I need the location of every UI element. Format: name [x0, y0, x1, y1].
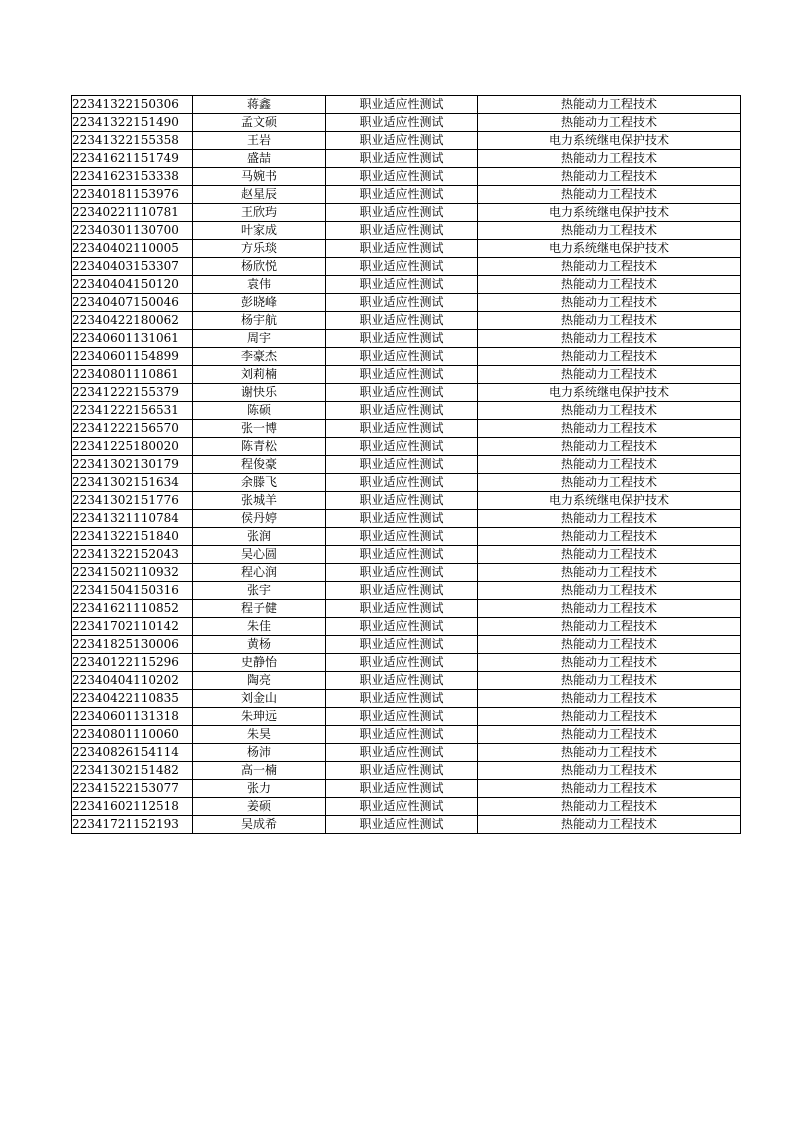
candidate-id-cell: 22341621151749 [72, 150, 193, 168]
candidate-id-cell: 22341721152193 [72, 816, 193, 834]
table-row [72, 600, 741, 618]
student-name-cell: 袁伟 [193, 276, 326, 294]
major-cell: 热能动力工程技术 [478, 654, 741, 672]
student-name-cell: 王岩 [193, 132, 326, 150]
exam-type-cell: 职业适应性测试 [326, 798, 478, 816]
exam-type-cell: 职业适应性测试 [326, 600, 478, 618]
candidate-id-cell: 22341222156570 [72, 420, 193, 438]
exam-type-cell: 职业适应性测试 [326, 564, 478, 582]
candidate-id-cell: 22340801110060 [72, 726, 193, 744]
major-cell: 热能动力工程技术 [478, 330, 741, 348]
major-cell: 热能动力工程技术 [478, 636, 741, 654]
major-cell: 热能动力工程技术 [478, 510, 741, 528]
exam-type-cell: 职业适应性测试 [326, 330, 478, 348]
exam-type-cell: 职业适应性测试 [326, 690, 478, 708]
major-cell: 热能动力工程技术 [478, 600, 741, 618]
table-row [72, 96, 741, 114]
exam-type-cell: 职业适应性测试 [326, 150, 478, 168]
student-name-cell: 张润 [193, 528, 326, 546]
candidate-id-cell: 22341322152043 [72, 546, 193, 564]
student-name-cell: 陈青松 [193, 438, 326, 456]
student-name-cell: 王欣玙 [193, 204, 326, 222]
major-cell: 热能动力工程技术 [478, 798, 741, 816]
major-cell: 热能动力工程技术 [478, 348, 741, 366]
candidate-id-cell: 22341302151776 [72, 492, 193, 510]
student-name-cell: 吴心圆 [193, 546, 326, 564]
major-cell: 热能动力工程技术 [478, 672, 741, 690]
table-row [72, 816, 741, 834]
candidate-id-cell: 22341222156531 [72, 402, 193, 420]
table-row [72, 618, 741, 636]
major-cell: 热能动力工程技术 [478, 114, 741, 132]
exam-type-cell: 职业适应性测试 [326, 528, 478, 546]
table-row [72, 240, 741, 258]
major-cell: 热能动力工程技术 [478, 186, 741, 204]
candidate-id-cell: 22341222155379 [72, 384, 193, 402]
table-row [72, 312, 741, 330]
exam-type-cell: 职业适应性测试 [326, 816, 478, 834]
exam-type-cell: 职业适应性测试 [326, 222, 478, 240]
major-cell: 电力系统继电保护技术 [478, 384, 741, 402]
major-cell: 热能动力工程技术 [478, 312, 741, 330]
student-name-cell: 朱珅远 [193, 708, 326, 726]
exam-type-cell: 职业适应性测试 [326, 546, 478, 564]
exam-type-cell: 职业适应性测试 [326, 708, 478, 726]
table-row [72, 636, 741, 654]
table-row [72, 798, 741, 816]
major-cell: 热能动力工程技术 [478, 546, 741, 564]
candidate-id-cell: 22341302151482 [72, 762, 193, 780]
candidate-id-cell: 22340181153976 [72, 186, 193, 204]
table-row [72, 528, 741, 546]
candidate-id-cell: 22340402110005 [72, 240, 193, 258]
exam-type-cell: 职业适应性测试 [326, 240, 478, 258]
student-name-cell: 谢快乐 [193, 384, 326, 402]
student-name-cell: 张力 [193, 780, 326, 798]
student-name-cell: 吴成希 [193, 816, 326, 834]
student-name-cell: 杨沛 [193, 744, 326, 762]
student-name-cell: 李豪杰 [193, 348, 326, 366]
major-cell: 热能动力工程技术 [478, 582, 741, 600]
candidate-id-cell: 22340801110861 [72, 366, 193, 384]
student-name-cell: 高一楠 [193, 762, 326, 780]
student-name-cell: 张一博 [193, 420, 326, 438]
exam-type-cell: 职业适应性测试 [326, 672, 478, 690]
exam-type-cell: 职业适应性测试 [326, 618, 478, 636]
exam-type-cell: 职业适应性测试 [326, 384, 478, 402]
candidate-id-cell: 22341825130006 [72, 636, 193, 654]
major-cell: 热能动力工程技术 [478, 438, 741, 456]
major-cell: 热能动力工程技术 [478, 96, 741, 114]
candidate-id-cell: 22341322150306 [72, 96, 193, 114]
exam-type-cell: 职业适应性测试 [326, 276, 478, 294]
exam-type-cell: 职业适应性测试 [326, 726, 478, 744]
table-row [72, 348, 741, 366]
student-name-cell: 方乐琰 [193, 240, 326, 258]
candidate-id-cell: 22341502110932 [72, 564, 193, 582]
table-row [72, 366, 741, 384]
table-row [72, 546, 741, 564]
exam-type-cell: 职业适应性测试 [326, 582, 478, 600]
exam-type-cell: 职业适应性测试 [326, 762, 478, 780]
major-cell: 热能动力工程技术 [478, 474, 741, 492]
table-row [72, 258, 741, 276]
candidate-id-cell: 22340403153307 [72, 258, 193, 276]
major-cell: 热能动力工程技术 [478, 726, 741, 744]
table-row [72, 744, 741, 762]
exam-type-cell: 职业适应性测试 [326, 204, 478, 222]
major-cell: 热能动力工程技术 [478, 690, 741, 708]
major-cell: 热能动力工程技术 [478, 762, 741, 780]
exam-type-cell: 职业适应性测试 [326, 402, 478, 420]
student-name-cell: 马婉书 [193, 168, 326, 186]
student-name-cell: 姜硕 [193, 798, 326, 816]
major-cell: 热能动力工程技术 [478, 618, 741, 636]
exam-type-cell: 职业适应性测试 [326, 456, 478, 474]
exam-type-cell: 职业适应性测试 [326, 96, 478, 114]
table-row [72, 276, 741, 294]
exam-type-cell: 职业适应性测试 [326, 312, 478, 330]
student-name-cell: 刘金山 [193, 690, 326, 708]
table-row [72, 510, 741, 528]
exam-type-cell: 职业适应性测试 [326, 744, 478, 762]
major-cell: 热能动力工程技术 [478, 744, 741, 762]
student-list-table [71, 95, 741, 834]
student-name-cell: 张宇 [193, 582, 326, 600]
candidate-id-cell: 22341702110142 [72, 618, 193, 636]
exam-type-cell: 职业适应性测试 [326, 168, 478, 186]
major-cell: 热能动力工程技术 [478, 780, 741, 798]
student-name-cell: 朱佳 [193, 618, 326, 636]
candidate-id-cell: 22341225180020 [72, 438, 193, 456]
major-cell: 热能动力工程技术 [478, 258, 741, 276]
table-row [72, 402, 741, 420]
student-name-cell: 孟文硕 [193, 114, 326, 132]
exam-type-cell: 职业适应性测试 [326, 654, 478, 672]
table-row [72, 708, 741, 726]
candidate-id-cell: 22341322151490 [72, 114, 193, 132]
student-name-cell: 蒋鑫 [193, 96, 326, 114]
table-row [72, 690, 741, 708]
candidate-id-cell: 22341522153077 [72, 780, 193, 798]
exam-type-cell: 职业适应性测试 [326, 438, 478, 456]
table-row [72, 474, 741, 492]
table-row [72, 222, 741, 240]
student-name-cell: 杨欣悦 [193, 258, 326, 276]
table-body [72, 96, 741, 834]
major-cell: 热能动力工程技术 [478, 816, 741, 834]
major-cell: 热能动力工程技术 [478, 456, 741, 474]
student-name-cell: 刘莉楠 [193, 366, 326, 384]
candidate-id-cell: 22341302151634 [72, 474, 193, 492]
candidate-id-cell: 22340601131061 [72, 330, 193, 348]
major-cell: 热能动力工程技术 [478, 276, 741, 294]
major-cell: 电力系统继电保护技术 [478, 132, 741, 150]
exam-type-cell: 职业适应性测试 [326, 636, 478, 654]
student-name-cell: 余滕飞 [193, 474, 326, 492]
candidate-id-cell: 22340301130700 [72, 222, 193, 240]
table-row [72, 492, 741, 510]
exam-type-cell: 职业适应性测试 [326, 366, 478, 384]
candidate-id-cell: 22340422180062 [72, 312, 193, 330]
major-cell: 热能动力工程技术 [478, 528, 741, 546]
table-row [72, 186, 741, 204]
table-row [72, 780, 741, 798]
student-name-cell: 陈硕 [193, 402, 326, 420]
major-cell: 热能动力工程技术 [478, 294, 741, 312]
candidate-id-cell: 22340404110202 [72, 672, 193, 690]
candidate-id-cell: 22340422110835 [72, 690, 193, 708]
table-row [72, 384, 741, 402]
candidate-id-cell: 22340407150046 [72, 294, 193, 312]
table-row [72, 726, 741, 744]
table-row [72, 420, 741, 438]
major-cell: 热能动力工程技术 [478, 366, 741, 384]
major-cell: 热能动力工程技术 [478, 222, 741, 240]
student-name-cell: 程俊豪 [193, 456, 326, 474]
candidate-id-cell: 22341621110852 [72, 600, 193, 618]
table-row [72, 654, 741, 672]
student-name-cell: 史静怡 [193, 654, 326, 672]
student-name-cell: 叶家成 [193, 222, 326, 240]
exam-type-cell: 职业适应性测试 [326, 780, 478, 798]
table-row [72, 762, 741, 780]
student-name-cell: 周宇 [193, 330, 326, 348]
student-name-cell: 陶亮 [193, 672, 326, 690]
candidate-id-cell: 22340601154899 [72, 348, 193, 366]
student-name-cell: 程心润 [193, 564, 326, 582]
table-row [72, 204, 741, 222]
student-name-cell: 杨宇航 [193, 312, 326, 330]
candidate-id-cell: 22341504150316 [72, 582, 193, 600]
candidate-id-cell: 22341322151840 [72, 528, 193, 546]
table-row [72, 168, 741, 186]
exam-type-cell: 职业适应性测试 [326, 348, 478, 366]
table-row [72, 582, 741, 600]
candidate-id-cell: 22341322155358 [72, 132, 193, 150]
table-row [72, 330, 741, 348]
candidate-id-cell: 22341302130179 [72, 456, 193, 474]
candidate-id-cell: 22340404150120 [72, 276, 193, 294]
student-name-cell: 程子健 [193, 600, 326, 618]
candidate-id-cell: 22340601131318 [72, 708, 193, 726]
exam-type-cell: 职业适应性测试 [326, 258, 478, 276]
table-row [72, 294, 741, 312]
exam-type-cell: 职业适应性测试 [326, 420, 478, 438]
candidate-id-cell: 22340221110781 [72, 204, 193, 222]
exam-type-cell: 职业适应性测试 [326, 132, 478, 150]
major-cell: 热能动力工程技术 [478, 420, 741, 438]
candidate-id-cell: 22340122115296 [72, 654, 193, 672]
major-cell: 电力系统继电保护技术 [478, 204, 741, 222]
candidate-id-cell: 22341602112518 [72, 798, 193, 816]
student-name-cell: 黄杨 [193, 636, 326, 654]
major-cell: 热能动力工程技术 [478, 168, 741, 186]
student-name-cell: 侯丹婷 [193, 510, 326, 528]
student-name-cell: 张城羊 [193, 492, 326, 510]
exam-type-cell: 职业适应性测试 [326, 114, 478, 132]
table-row [72, 456, 741, 474]
major-cell: 热能动力工程技术 [478, 564, 741, 582]
major-cell: 电力系统继电保护技术 [478, 240, 741, 258]
table-row [72, 672, 741, 690]
major-cell: 热能动力工程技术 [478, 402, 741, 420]
exam-type-cell: 职业适应性测试 [326, 294, 478, 312]
candidate-id-cell: 22341623153338 [72, 168, 193, 186]
student-name-cell: 彭晓峰 [193, 294, 326, 312]
major-cell: 热能动力工程技术 [478, 708, 741, 726]
exam-type-cell: 职业适应性测试 [326, 474, 478, 492]
exam-type-cell: 职业适应性测试 [326, 510, 478, 528]
table-row [72, 438, 741, 456]
student-name-cell: 盛喆 [193, 150, 326, 168]
table-row [72, 132, 741, 150]
table-row [72, 150, 741, 168]
student-name-cell: 朱昊 [193, 726, 326, 744]
student-name-cell: 赵星辰 [193, 186, 326, 204]
candidate-id-cell: 22340826154114 [72, 744, 193, 762]
candidate-id-cell: 22341321110784 [72, 510, 193, 528]
exam-type-cell: 职业适应性测试 [326, 492, 478, 510]
major-cell: 热能动力工程技术 [478, 150, 741, 168]
table-row [72, 114, 741, 132]
table-row [72, 564, 741, 582]
major-cell: 电力系统继电保护技术 [478, 492, 741, 510]
exam-type-cell: 职业适应性测试 [326, 186, 478, 204]
